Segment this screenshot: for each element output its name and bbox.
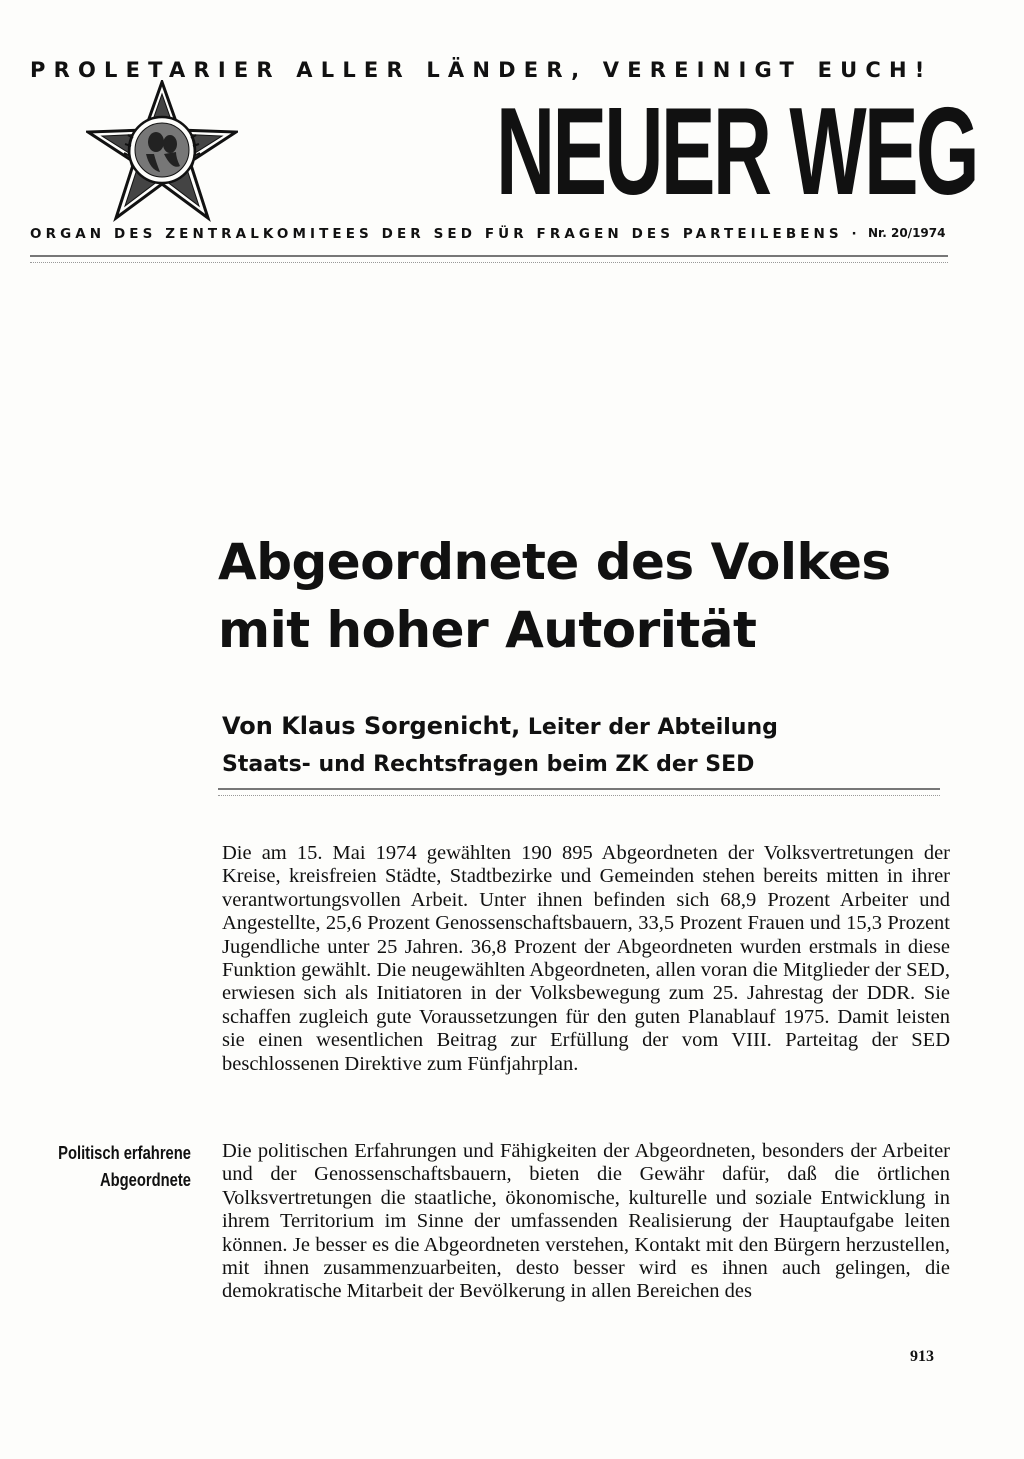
masthead-motto: PROLETARIER ALLER LÄNDER, VEREINIGT EUCH! (30, 58, 933, 82)
subheading-line: Politisch erfahrene (58, 1143, 191, 1163)
paragraph-text: Die politischen Erfahrungen und Fähigkeiten der Abgeordneten, besonders der Arbeiter und der Genossenschaftsbauern, bieten die Gewähr dafür, daß die örtlichen Volksvertretungen die staatliche, ökonomische, kulturelle und soziale Entwicklung in ihrem Territorium im Sinne der umfassenden Realisierung der Hauptaufgabe leiten können. Je besser es die Abgeordneten verstehen, Kontakt mit den Bürgern herzustellen, mit ihnen zusammenzuarbeiten, desto besser wird es ihnen auch gelingen, die demokratische Mitarbeit der Bevölkerung in allen Bereichen des (222, 1140, 950, 1303)
paragraph-text: Die am 15. Mai 1974 gewählten 190 895 Abgeordneten der Volksvertretungen der Kreise, kreisfreien Städte, Stadtbezirke und Gemeinden stehen bereits mitten in ihrer verantwortungsvollen Arbeit. Unter ihnen befinden sich 68,9 Prozent Arbeiter und Angestellte, 25,6 Prozent Genossenschaftsbauern, 33,5 Prozent Frauen und 15,3 Prozent Jugendliche unter 25 Jahren. 36,8 Prozent der Abgeordneten wurden erstmals in diese Funktion gewählt. Die neugewählten Abgeordneten, allen voran die Mitglieder der SED, erwiesen sich als Initiatoren in der Volksbewegung zum 25. Jahrestag der DDR. Sie schaffen zugleich gute Voraussetzungen für den guten Planablauf 1975. Damit leisten sie einen wesentlichen Beitrag zur Erfüllung der vom VIII. Parteitag der SED beschlossenen Direktive zum Fünfjahrplan. (222, 842, 950, 1075)
issue-number: Nr. 20/1974 (868, 226, 946, 240)
article-byline (222, 708, 778, 783)
byline-role: Staats- und Rechtsfragen beim ZK der SED (222, 752, 755, 777)
subheading-line: Abgeordnete (99, 1170, 191, 1190)
byline-role: Leiter der Abteilung (527, 715, 778, 740)
party-star-emblem-icon (86, 80, 238, 222)
header-divider (30, 255, 948, 263)
byline-divider (218, 788, 940, 796)
byline-author: Von Klaus Sorgenicht, (222, 712, 521, 740)
masthead-title: NEUER WEG (496, 83, 977, 221)
organ-line: ORGAN DES ZENTRALKOMITEES DER SED FÜR FRAGEN DES PARTEILEBENS · (30, 226, 861, 242)
article-paragraph (222, 1140, 950, 1304)
page-number: 913 (910, 1348, 934, 1365)
headline-line: mit hoher Autorität (218, 601, 757, 659)
headline-line: Abgeordnete des Volkes (218, 533, 891, 591)
margin-subheading (20, 1140, 191, 1194)
article-paragraph (222, 842, 950, 1076)
article-headline (218, 528, 891, 664)
